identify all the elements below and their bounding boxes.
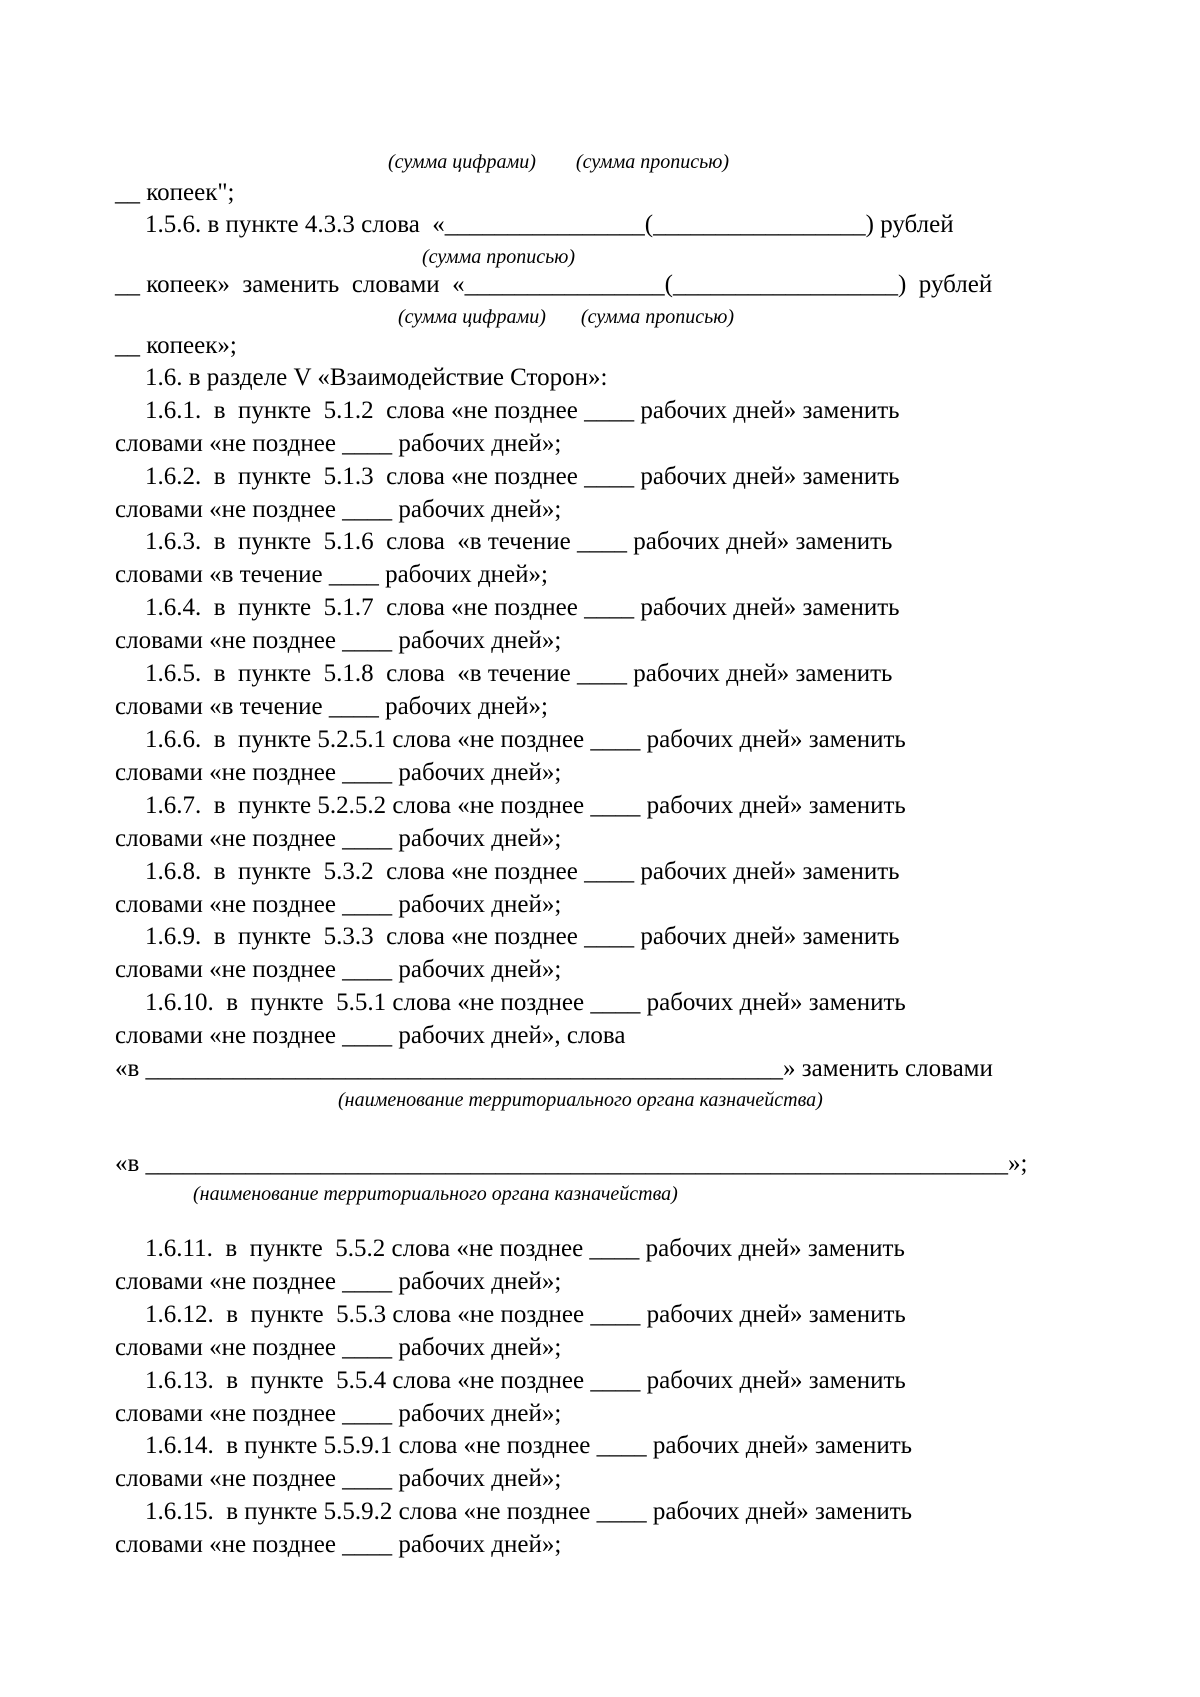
text-line-156: 1.5.6. в пункте 4.3.3 слова «________________(_________________) рублей (145, 211, 954, 238)
text-line-166: 1.6.6. в пункте 5.2.5.1 слова «не позднее ____ рабочих дней» заменить (145, 726, 906, 753)
caption-sum-words: (сумма прописью) (422, 246, 576, 268)
text-line-treasury-1: «в ___________________________________________________» заменить словами (115, 1055, 993, 1082)
text-line-164: 1.6.4. в пункте 5.1.7 слова «не позднее ____ рабочих дней» заменить (145, 594, 900, 621)
text-line-treasury-2: «в _____________________________________________________________________»; (115, 1150, 1028, 1177)
text-line-1615-cont: словами «не позднее ____ рабочих дней»; (115, 1531, 562, 1558)
text-line-1610: 1.6.10. в пункте 5.5.1 слова «не позднее ____ рабочих дней» заменить (145, 989, 906, 1016)
text-line-1614-cont: словами «не позднее ____ рабочих дней»; (115, 1465, 562, 1492)
caption-sum-digits-words-2: (сумма цифрами) (сумма прописью) (398, 306, 734, 328)
text-line-1610-cont: словами «не позднее ____ рабочих дней», слова (115, 1022, 626, 1049)
text-line-kopeek-1: __ копеек"; (115, 179, 235, 206)
text-line-1612: 1.6.12. в пункте 5.5.3 слова «не позднее ____ рабочих дней» заменить (145, 1301, 906, 1328)
text-line-1612-cont: словами «не позднее ____ рабочих дней»; (115, 1334, 562, 1361)
text-line-1615: 1.6.15. в пункте 5.5.9.2 слова «не позднее ____ рабочих дней» заменить (145, 1498, 913, 1525)
text-line-164-cont: словами «не позднее ____ рабочих дней»; (115, 627, 562, 654)
text-line-165: 1.6.5. в пункте 5.1.8 слова «в течение ____ рабочих дней» заменить (145, 660, 893, 687)
text-line-167: 1.6.7. в пункте 5.2.5.2 слова «не позднее ____ рабочих дней» заменить (145, 792, 906, 819)
text-line-168-cont: словами «не позднее ____ рабочих дней»; (115, 891, 562, 918)
text-line-162: 1.6.2. в пункте 5.1.3 слова «не позднее ____ рабочих дней» заменить (145, 463, 900, 490)
text-line-169-cont: словами «не позднее ____ рабочих дней»; (115, 956, 562, 983)
text-line-161: 1.6.1. в пункте 5.1.2 слова «не позднее ____ рабочих дней» заменить (145, 397, 900, 424)
text-line-165-cont: словами «в течение ____ рабочих дней»; (115, 693, 548, 720)
text-line-1611: 1.6.11. в пункте 5.5.2 слова «не позднее ____ рабочих дней» заменить (145, 1235, 905, 1262)
text-line-167-cont: словами «не позднее ____ рабочих дней»; (115, 825, 562, 852)
text-line-1611-cont: словами «не позднее ____ рабочих дней»; (115, 1268, 562, 1295)
caption-sum-digits-words: (сумма цифрами) (сумма прописью) (388, 151, 729, 173)
text-line-kopeek-3: __ копеек»; (115, 332, 237, 359)
text-line-1614: 1.6.14. в пункте 5.5.9.1 слова «не позднее ____ рабочих дней» заменить (145, 1432, 913, 1459)
text-line-169: 1.6.9. в пункте 5.3.3 слова «не позднее ____ рабочих дней» заменить (145, 923, 900, 950)
text-line-163: 1.6.3. в пункте 5.1.6 слова «в течение ____ рабочих дней» заменить (145, 528, 893, 555)
text-line-1613-cont: словами «не позднее ____ рабочих дней»; (115, 1400, 562, 1427)
text-line-kopeek-2: __ копеек» заменить словами «________________(__________________) рублей (115, 271, 993, 298)
text-line-162-cont: словами «не позднее ____ рабочих дней»; (115, 496, 562, 523)
text-line-168: 1.6.8. в пункте 5.3.2 слова «не позднее ____ рабочих дней» заменить (145, 858, 900, 885)
caption-treasury-1: (наименование территориального органа казначейства) (338, 1089, 823, 1111)
text-line-1613: 1.6.13. в пункте 5.5.4 слова «не позднее ____ рабочих дней» заменить (145, 1367, 906, 1394)
text-line-166-cont: словами «не позднее ____ рабочих дней»; (115, 759, 562, 786)
text-line-161-cont: словами «не позднее ____ рабочих дней»; (115, 430, 562, 457)
caption-treasury-2: (наименование территориального органа казначейства) (193, 1183, 678, 1205)
text-line-163-cont: словами «в течение ____ рабочих дней»; (115, 561, 548, 588)
section-heading-16: 1.6. в разделе V «Взаимодействие Сторон»: (145, 364, 608, 391)
